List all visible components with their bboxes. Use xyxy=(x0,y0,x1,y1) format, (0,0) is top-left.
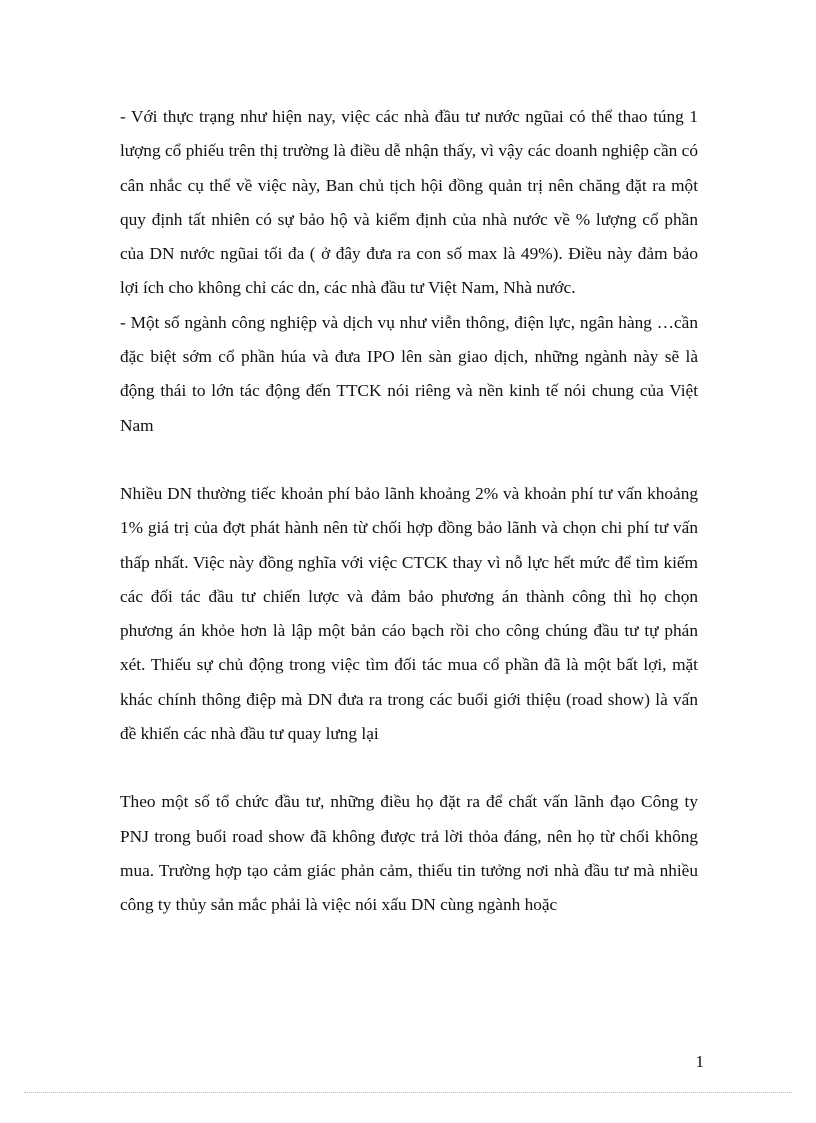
footer-divider xyxy=(24,1092,792,1093)
page-number: 1 xyxy=(695,1052,704,1071)
paragraph-foreign-investors: - Với thực trạng như hiện nay, việc các nhà đầu tư nước ngũai có thể thao túng 1 lượng cổ phiếu trên thị trường là điều dễ nhận thấy, vì vậy các doanh nghiệp cần có cân nhắc cụ thể về việc này, Ban chủ tịch hội đồng quản trị nên chăng đặt ra một quy định tất nhiên có sự bảo hộ và kiểm định của nhà nước về % lượng cổ phần của DN nước ngũai tối đa ( ở đây đưa ra con số max là 49%). Điều này đảm bảo lợi ích cho không chỉ các dn, các nhà đầu tư Việt Nam, Nhà nước. xyxy=(120,107,698,298)
paragraph-pnj-road-show: Theo một số tổ chức đầu tư, những điều họ đặt ra để chất vấn lãnh đạo Công ty PNJ trong buổi road show đã không được trả lời thỏa đáng, nên họ từ chối không mua. Trường hợp tạo cảm giác phản cảm, thiếu tin tưởng nơi nhà đầu tư mà nhiều công ty thủy sản mắc phải là việc nói xấu DN cùng ngành hoặc xyxy=(120,792,698,915)
paragraph-spacer xyxy=(120,443,698,477)
paragraph-industries-ipo: - Một số ngành công nghiệp và dịch vụ như viễn thông, điện lực, ngân hàng …cần đặc biệt sớm cổ phần húa và đưa IPO lên sàn giao dịch, những ngành này sẽ là động thái to lớn tác động đến TTCK nói riêng và nền kinh tế nói chung của Việt Nam xyxy=(120,312,698,435)
paragraph-underwriting-fees: Nhiều DN thường tiếc khoản phí bảo lãnh khoảng 2% và khoản phí tư vấn khoảng 1% giá trị của đợt phát hành nên từ chối hợp đồng bảo lãnh và chọn chi phí tư vấn thấp nhất. Việc này đồng nghĩa với việc CTCK thay vì nỗ lực hết mức để tìm kiếm các đối tác đầu tư chiến lược và đảm bảo phương án thành công thì họ chọn phương án khỏe hơn là lập một bản cáo bạch rồi cho công chúng đầu tư tự phán xét. Thiếu sự chủ động trong việc tìm đối tác mua cổ phần đã là một bất lợi, mặt khác chính thông điệp mà DN đưa ra trong các buổi giới thiệu (road show) là vấn đề khiến các nhà đầu tư quay lưng lại xyxy=(120,483,698,744)
paragraph-spacer xyxy=(120,751,698,785)
document-body xyxy=(120,100,698,923)
